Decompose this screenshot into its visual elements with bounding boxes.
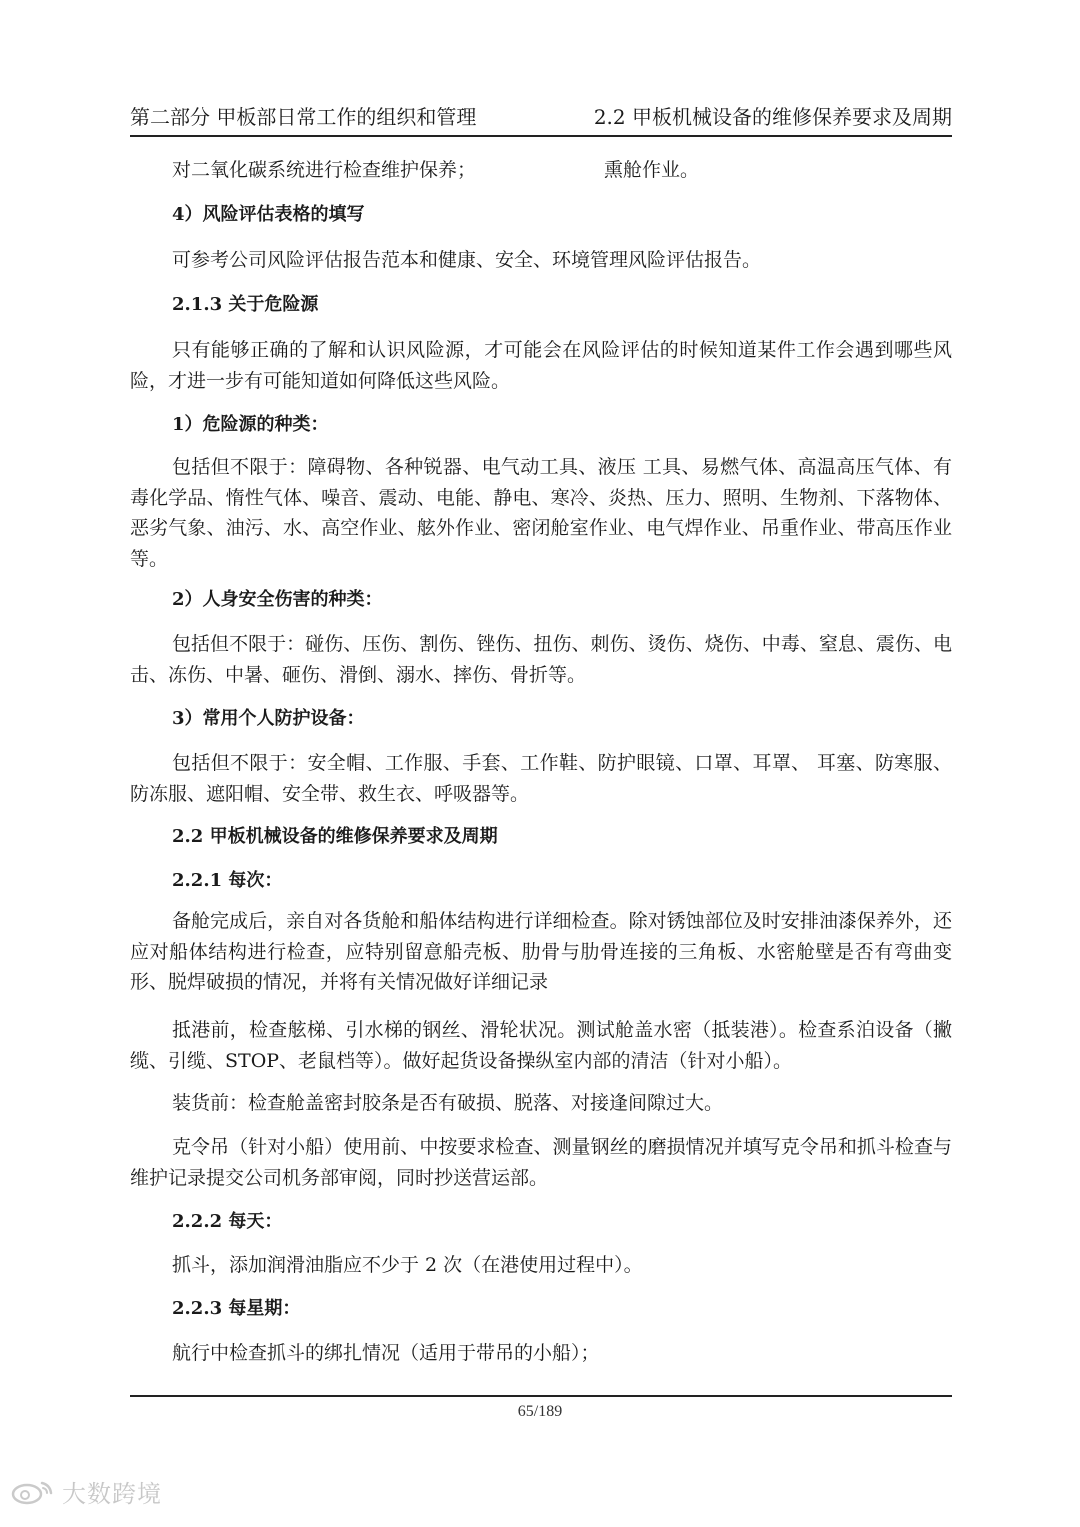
each-time-paragraph-1: 备舱完成后，亲自对各货舱和船体结构进行详细检查。除对锈蚀部位及时安排油漆保养外，还应对船体结构进行检查，应特别留意船壳板、肋骨与肋骨连接的三角板、水密舱壁是否有弯曲变形、脱焊破损的情况，并将有关情况做好详细记录	[130, 910, 952, 993]
co2-maintenance-text: 对二氧化碳系统进行检查维护保养；	[172, 159, 477, 181]
each-time-heading: 2.2.1 每次：	[172, 870, 283, 891]
risk-form-heading: 4）风险评估表格的填写	[172, 204, 365, 225]
co2-line	[172, 155, 952, 185]
hazard-heading: 2.1.3 关于危险源	[172, 294, 319, 315]
page-number: 65/189	[517, 1403, 563, 1420]
running-header	[130, 100, 952, 134]
watermark-text: 大数跨境	[62, 1480, 162, 1508]
weibo-logo-icon	[10, 1479, 56, 1505]
hazard-paragraph: 只有能够正确的了解和认识风险源，才可能会在风险评估的时候知道某件工作会遇到哪些风险，才进一步有可能知道如何降低这些风险。	[130, 339, 952, 392]
header-part-title: 第二部分 甲板部日常工作的组织和管理	[130, 105, 477, 129]
hazard-types-heading: 1）危险源的种类：	[172, 414, 329, 435]
watermark	[10, 1474, 162, 1509]
each-time-paragraph-2: 抵港前，检查舷梯、引水梯的钢丝、滑轮状况。测试舱盖水密（抵装港）。检查系泊设备（撇缆、引缆、STOP、老鼠档等）。做好起货设备操纵室内部的清洁（针对小船）。	[130, 1019, 952, 1072]
risk-form-text: 可参考公司风险评估报告范本和健康、安全、环境管理风险评估报告。	[172, 249, 762, 271]
daily-heading: 2.2.2 每天：	[172, 1211, 283, 1232]
ppe-paragraph: 包括但不限于：安全帽、工作服、手套、工作鞋、防护眼镜、口罩、耳罩、 耳塞、防寒服、防冻服、遮阳帽、安全带、救生衣、呼吸器等。	[130, 752, 952, 805]
each-time-paragraph-3: 装货前：检查舱盖密封胶条是否有破损、脱落、对接逢间隙过大。	[172, 1092, 724, 1114]
header-section-title: 2.2 甲板机械设备的维修保养要求及周期	[593, 105, 952, 129]
injury-types-heading: 2）人身安全伤害的种类：	[172, 589, 383, 610]
injury-types-paragraph: 包括但不限于：碰伤、压伤、割伤、锉伤、扭伤、刺伤、烫伤、烧伤、中毒、窒息、震伤、电击、冻伤、中暑、砸伤、滑倒、溺水、摔伤、骨折等。	[130, 633, 952, 686]
footer-divider	[130, 1395, 952, 1397]
header-divider	[130, 135, 952, 137]
weekly-text: 航行中检查抓斗的绑扎情况（适用于带吊的小船）；	[172, 1342, 600, 1364]
maintenance-section-heading: 2.2 甲板机械设备的维修保养要求及周期	[172, 826, 498, 847]
hazard-types-paragraph: 包括但不限于：障碍物、各种锐器、电气动工具、液压 工具、易燃气体、高温高压气体、有毒化学品、惰性气体、噪音、震动、电能、静电、寒冷、炎热、压力、照明、生物剂、下落物体、恶劣气象、油污、水、高空作业、舷外作业、密闭舱室作业、电气焊作业、吊重作业、带高压作业等。	[130, 456, 952, 570]
daily-text: 抓斗，添加润滑油脂应不少于 2 次（在港使用过程中）。	[172, 1254, 643, 1276]
weekly-heading: 2.2.3 每星期：	[172, 1298, 301, 1319]
fumigation-text: 熏舱作业。	[604, 159, 700, 181]
ppe-heading: 3）常用个人防护设备：	[172, 708, 365, 729]
each-time-paragraph-4: 克令吊（针对小船）使用前、中按要求检查、测量钢丝的磨损情况并填写克令吊和抓斗检查与维护记录提交公司机务部审阅，同时抄送营运部。	[130, 1136, 952, 1189]
